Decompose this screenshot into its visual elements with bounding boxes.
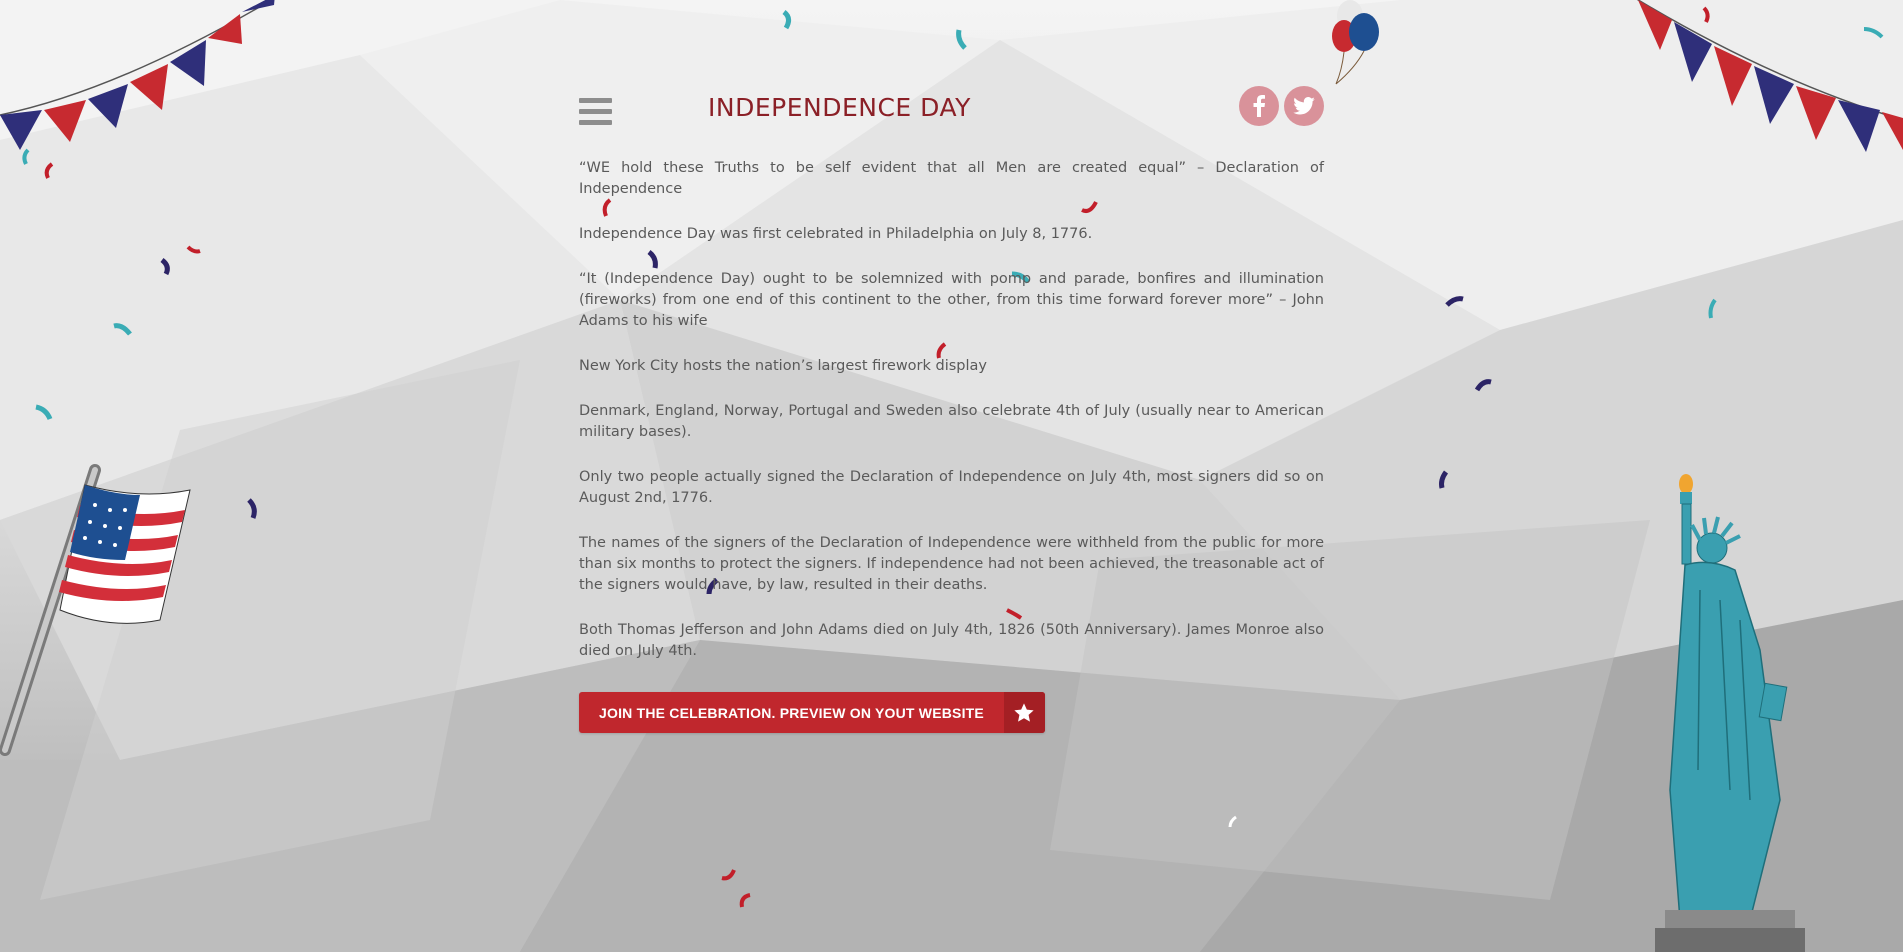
confetti-piece: [955, 28, 969, 50]
bunting-right: [1620, 0, 1903, 155]
fact-paragraph: Both Thomas Jefferson and John Adams died on July 4th, 1826 (50th Anniversary). James Monroe also died on July 4th.: [579, 622, 1324, 659]
fact-paragraph: The names of the signers of the Declaration of Independence were withheld from the public for more than six months to protect the signers. If independence had not been achieved, the treasonable act of the signers would have, by law, resulted in their deaths.: [579, 535, 1324, 593]
confetti-piece: [20, 148, 34, 166]
fact-paragraph: Denmark, England, Norway, Portugal and Sweden also celebrate 4th of July (usually near to American military bases).: [579, 403, 1324, 440]
cta-icon-box: [1004, 692, 1045, 733]
statue-of-liberty-illustration: [1640, 470, 1820, 952]
main-content: [579, 86, 1324, 733]
join-celebration-button[interactable]: [579, 692, 1045, 733]
hamburger-menu-icon[interactable]: [579, 98, 612, 126]
confetti-piece: [186, 243, 202, 257]
confetti-piece: [245, 498, 259, 520]
confetti-piece: [34, 403, 54, 423]
fact-paragraph: “It (Independence Day) ought to be solemnized with pomp and parade, bonfires and illumination (fireworks) from one end of this continent to the other, from this time forward forever more” – John Adams to his wife: [579, 271, 1324, 329]
confetti-piece: [1475, 378, 1493, 394]
confetti-piece: [1436, 470, 1450, 490]
confetti-piece: [1226, 815, 1240, 831]
star-icon: [1013, 702, 1035, 724]
fact-paragraph: Independence Day was first celebrated in Philadelphia on July 8, 1776.: [579, 226, 1093, 242]
twitter-button[interactable]: [1284, 86, 1324, 126]
bunting-left: [0, 0, 290, 155]
social-links: [1239, 86, 1324, 126]
american-flag-illustration: [0, 460, 250, 760]
confetti-piece: [720, 868, 738, 882]
facts-list: [579, 158, 1324, 662]
confetti-piece: [158, 258, 174, 276]
fact-paragraph: Only two people actually signed the Declaration of Independence on July 4th, most signers did so on August 2nd, 1776.: [579, 469, 1324, 506]
page-title: INDEPENDENCE DAY: [708, 93, 971, 122]
twitter-icon: [1293, 97, 1315, 115]
confetti-piece: [1700, 6, 1714, 24]
confetti-piece: [1862, 25, 1886, 41]
fact-paragraph: New York City hosts the nation’s largest firework display: [579, 358, 988, 374]
confetti-piece: [780, 10, 794, 30]
header: [579, 86, 1324, 134]
confetti-piece: [42, 162, 56, 180]
balloons: [1330, 0, 1385, 90]
facebook-button[interactable]: [1239, 86, 1279, 126]
fact-paragraph: “WE hold these Truths to be self evident that all Men are created equal” – Declaration of Independence: [579, 160, 1324, 197]
confetti-piece: [738, 893, 754, 909]
cta-label: JOIN THE CELEBRATION. PREVIEW ON YOUT WEBSITE: [599, 704, 984, 721]
confetti-piece: [1705, 298, 1719, 320]
confetti-piece: [112, 322, 132, 338]
confetti-piece: [1445, 295, 1467, 309]
facebook-icon: [1252, 95, 1266, 117]
